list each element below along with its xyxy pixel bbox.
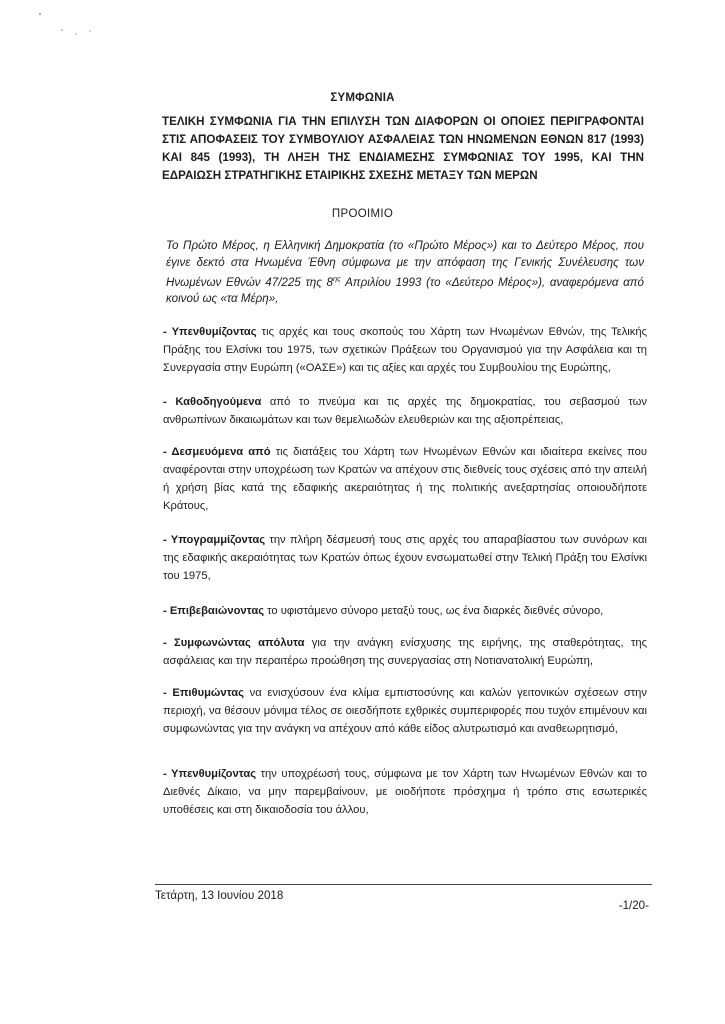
clause-7-text: να ενισχύσουν ένα κλίμα εμπιστοσύνης και καλών γειτονικών σχέσεων στην περιοχή, να θέσουν μόνιμα τέλος σε οιεσδήποτε εχθρικές συμπεριφορές που τυχόν επιμένουν και συμφωνώντας για την ανάγκη να απέχουν από κάθε είδος αλυτρωτισμό και αναθεωρητισμό, [163,687,648,735]
clause-5-text: το υφιστάμενο σύνορο μεταξύ τους, ως ένα διαρκές διεθνές σύνορο, [264,605,604,617]
clause-6-text: για την ανάγκη ενίσχυσης της ειρήνης, της σταθερότητας, της ασφάλειας και την περαιτέρω προώθηση της συνεργασίας στη Νοτιανατολική Ευρώπη, [163,637,647,667]
clause-7 [163,684,647,738]
clause-4-lead: - Υπογραμμίζοντας [163,534,266,546]
page-number: -1/20- [618,899,649,912]
intro-text-end: Απριλίου 1993 (το «Δεύτερο Μέρος»), αναφερόμενα από κοινού ως «τα Μέρη», [166,275,644,306]
clause-1-text: τις αρχές και τους σκοπούς του Χάρτη των Ηνωμένων Εθνών, της Τελικής Πράξης του Ελσίνκι του 1975, των σχετικών Πράξεων του Οργανισμού για την Ασφάλεια και τη Συνεργασία στην Ευρώπη («ΟΑΣΕ») και τις αξίες και αρχές του Συμβουλίου της Ευρώπης, [163,326,647,374]
clause-5-lead: - Επιβεβαιώνοντας [163,605,265,617]
clause-4-text: την πλήρη δέσμευσή τους στις αρχές του απαραβίαστου των συνόρων και της εδαφικής ακεραιότητας των Κρατών όπως έχουν ενσωματωθεί στην Τελική Πράξη του Ελσίνκι του 1975, [163,534,647,582]
clause-8-text: την υποχρέωσή τους, σύμφωνα με τον Χάρτη των Ηνωμένων Εθνών και το Διεθνές Δίκαιο, να μην παρεμβαίνουν, με οιοδήποτε πρόσχημα ή τρόπο στις εσωτερικές υποθέσεις και στη δικαιοδοσία του άλλου, [163,768,647,816]
clause-3-text: τις διατάξεις του Χάρτη των Ηνωμένων Εθνών και ιδιαίτερα εκείνες που αναφέρονται στην υποχρέωση των Κρατών να απέχουν στις διεθνείς τους σχέσεις από την απειλή ή χρήση βίας κατά της εδαφικής ακεραιότητας ή της πολιτικής ανεξαρτησίας οποιουδήποτε Κράτους, [163,446,647,512]
clause-3-lead: - Δεσμευόμενα από [163,446,271,458]
clause-7-lead: - Επιθυμώντας [163,687,244,699]
clause-4 [163,531,647,585]
clause-1-lead: - Υπενθυμίζοντας [163,326,257,338]
preamble-heading: ΠΡΟΟΙΜΙΟ [331,208,394,220]
footer-date: Τετάρτη, 13 Ιουνίου 2018 [155,889,284,902]
clause-2 [163,393,647,429]
clause-8-lead: - Υπενθυμίζοντας [163,768,257,780]
clause-8 [163,765,647,819]
clause-1 [163,323,647,377]
clause-2-lead: - Καθοδηγούμενα [163,396,262,408]
intro-superscript: ης [333,274,341,283]
clause-6 [163,634,647,670]
document-title: ΣΥΜΦΩΝΙΑ [330,92,395,104]
intro-text-start: Το Πρώτο Μέρος, η Ελληνική Δημοκρατία (το «Πρώτο Μέρος») και το Δεύτερο Μέρος, που έγινε δεκτό στα Ηνωμένα Έθνη σύμφωνα με την απόφαση της Γενικής Συνέλευσης των Ηνωμένων Εθνών 47/225 της 8 [166,239,644,289]
footer-divider [155,884,652,885]
clause-2-text: από το πνεύμα και τις αρχές της δημοκρατίας, του σεβασμού των ανθρωπίνων δικαιωμάτων και των θεμελιωδών ελευθεριών και της αξιοπρέπειας, [163,396,647,426]
clause-5 [163,602,647,620]
clause-3 [163,443,647,515]
clause-6-lead: - Συμφωνώντας απόλυτα [163,637,305,649]
intro-paragraph [166,238,644,308]
document-subtitle: ΤΕΛΙΚΗ ΣΥΜΦΩΝΙΑ ΓΙΑ ΤΗΝ ΕΠΙΛΥΣΗ ΤΩΝ ΔΙΑΦΟΡΩΝ ΟΙ ΟΠΟΙΕΣ ΠΕΡΙΓΡΑΦΟΝΤΑΙ ΣΤΙΣ ΑΠΟΦΑΣΕΙΣ ΤΟΥ ΣΥΜΒΟΥΛΙΟΥ ΑΣΦΑΛΕΙΑΣ ΤΩΝ ΗΝΩΜΕΝΩΝ ΕΘΝΩΝ 817 (1993) ΚΑΙ 845 (1993), ΤΗ ΛΗΞΗ ΤΗΣ ΕΝΔΙΑΜΕΣΗΣ ΣΥΜΦΩΝΙΑΣ ΤΟΥ 1995, ΚΑΙ ΤΗΝ ΕΔΡΑΙΩΣΗ ΣΤΡΑΤΗΓΙΚΗΣ ΕΤΑΙΡΙΚΗΣ ΣΧΕΣΗΣ ΜΕΤΑΞΥ ΤΩΝ ΜΕΡΩΝ [162,115,644,182]
scan-specks [10,0,120,60]
